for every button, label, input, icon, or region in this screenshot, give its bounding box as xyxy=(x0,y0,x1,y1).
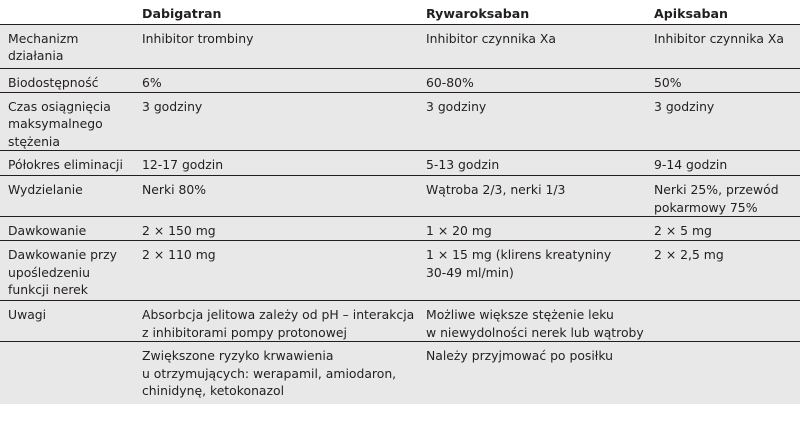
cell-text-line: Uwagi xyxy=(8,307,47,322)
cell-text-line: 5-13 godzin xyxy=(426,157,500,172)
cell-text-line: upośledzeniu xyxy=(8,264,90,280)
cell-text-line: maksymalnego xyxy=(8,116,103,131)
table-row-uwagi-2 xyxy=(0,342,800,404)
cell-wydzielanie-label xyxy=(0,176,138,217)
cell-text-line: Wydzielanie xyxy=(8,182,83,197)
table-row-dawkowanie xyxy=(0,217,800,241)
cell-text-line: Nerki 80% xyxy=(142,182,207,197)
cell-text-line: 2 × 150 mg xyxy=(142,223,216,238)
cell-text-line: działania xyxy=(8,48,64,63)
cell-biodostepnosc-label xyxy=(0,68,138,92)
cell-text-line: Inhibitor czynnika Xa xyxy=(426,30,556,46)
cell-uwagi-1-apiksaban xyxy=(650,301,800,342)
cell-dawkowanie-apiksaban xyxy=(650,217,800,241)
cell-text-line: Czas osiągnięcia xyxy=(8,98,111,114)
cell-text-line: Inhibitor trombiny xyxy=(142,30,254,46)
cell-text-line: u otrzymujących: werapamil, amiodaron, xyxy=(142,365,397,381)
cell-text-line: z inhibitorami pompy protonowej xyxy=(142,324,347,340)
cell-text-line: 12-17 godzin xyxy=(142,157,224,172)
cell-wydzielanie-rywaroksaban xyxy=(422,176,650,217)
cell-text-line: Nerki 25%, przewód xyxy=(654,182,779,197)
cell-biodostepnosc-dabigatran xyxy=(138,68,422,92)
cell-czas-dabigatran xyxy=(138,92,422,151)
cell-text-line: 2 × 110 mg xyxy=(142,247,216,262)
cell-text-line: chinidynę, ketokonazol xyxy=(142,383,285,398)
cell-dawkowanie-nerki-label xyxy=(0,241,138,301)
cell-text-line: 3 godziny xyxy=(426,98,487,114)
cell-mechanizm-dabigatran xyxy=(138,24,422,68)
cell-dawkowanie-nerki-rywaroksaban xyxy=(422,241,650,301)
cell-biodostepnosc-rywaroksaban xyxy=(422,68,650,92)
cell-wydzielanie-dabigatran xyxy=(138,176,422,217)
cell-dawkowanie-rywaroksaban xyxy=(422,217,650,241)
cell-text-line: 60-80% xyxy=(426,74,474,90)
cell-text-line: 2 × 5 mg xyxy=(654,223,712,238)
cell-text-line: Zwiększone ryzyko krwawienia xyxy=(142,348,334,363)
cell-text-line: 1 × 20 mg xyxy=(426,223,492,238)
cell-text-line: 30-49 ml/min) xyxy=(426,264,514,280)
cell-text-line: Możliwe większe stężenie leku xyxy=(426,307,614,322)
header-row xyxy=(0,0,800,24)
cell-mechanizm-label xyxy=(0,24,138,68)
cell-uwagi-1-dabigatran xyxy=(138,301,422,342)
table-row-czas xyxy=(0,92,800,151)
cell-text-line: Mechanizm xyxy=(8,30,79,46)
cell-dawkowanie-label xyxy=(0,217,138,241)
cell-text-line: 50% xyxy=(654,74,682,90)
cell-uwagi-1-rywaroksaban xyxy=(422,301,650,342)
cell-text-line: w niewydolności nerek lub wątroby xyxy=(426,324,644,340)
cell-mechanizm-apiksaban xyxy=(650,24,800,68)
table-row-polokres xyxy=(0,151,800,176)
cell-text-line: 3 godziny xyxy=(142,98,203,114)
cell-text-line: Dawkowanie xyxy=(8,223,87,238)
cell-text-line: Należy przyjmować po posiłku xyxy=(426,348,613,363)
cell-text-line: 3 godziny xyxy=(654,98,715,114)
cell-uwagi-1-label xyxy=(0,301,138,342)
table-row-mechanizm xyxy=(0,24,800,68)
cell-czas-label xyxy=(0,92,138,151)
table-row-biodostepnosc xyxy=(0,68,800,92)
header-cell-apiksaban: Apiksaban xyxy=(650,0,800,24)
cell-czas-apiksaban xyxy=(650,92,800,151)
cell-polokres-apiksaban xyxy=(650,151,800,176)
cell-text-line: Biodostępność xyxy=(8,74,99,90)
cell-uwagi-2-rywaroksaban xyxy=(422,342,650,404)
table-row-dawkowanie-nerki xyxy=(0,241,800,301)
cell-polokres-rywaroksaban xyxy=(422,151,650,176)
cell-text-line: Dawkowanie przy xyxy=(8,247,117,262)
cell-text-line: 1 × 15 mg (klirens kreatyniny xyxy=(426,247,612,262)
table-body xyxy=(0,24,800,404)
cell-uwagi-2-label xyxy=(0,342,138,404)
header-cell-empty xyxy=(0,0,138,24)
cell-text-line: Półokres eliminacji xyxy=(8,157,123,172)
cell-uwagi-2-apiksaban xyxy=(650,342,800,404)
cell-czas-rywaroksaban xyxy=(422,92,650,151)
cell-polokres-label xyxy=(0,151,138,176)
cell-biodostepnosc-apiksaban xyxy=(650,68,800,92)
header-cell-rywaroksaban: Rywaroksaban xyxy=(422,0,650,24)
cell-wydzielanie-apiksaban xyxy=(650,176,800,217)
cell-text-line: 2 × 2,5 mg xyxy=(654,247,724,262)
cell-polokres-dabigatran xyxy=(138,151,422,176)
table-row-wydzielanie xyxy=(0,176,800,217)
cell-uwagi-2-dabigatran xyxy=(138,342,422,404)
cell-text-line: Inhibitor czynnika Xa xyxy=(654,30,784,46)
cell-dawkowanie-nerki-dabigatran xyxy=(138,241,422,301)
cell-dawkowanie-nerki-apiksaban xyxy=(650,241,800,301)
cell-mechanizm-rywaroksaban xyxy=(422,24,650,68)
cell-text-line: 6% xyxy=(142,74,162,90)
table-row-uwagi-1 xyxy=(0,301,800,342)
cell-dawkowanie-dabigatran xyxy=(138,217,422,241)
header-cell-dabigatran: Dabigatran xyxy=(138,0,422,24)
cell-text-line: funkcji nerek xyxy=(8,282,88,297)
cell-text-line: 9-14 godzin xyxy=(654,157,728,172)
cell-text-line: Absorbcja jelitowa zależy od pH – interakcja xyxy=(142,307,415,322)
cell-text-line: stężenia xyxy=(8,133,60,149)
cell-text-line: Wątroba 2/3, nerki 1/3 xyxy=(426,182,566,197)
cell-text-line: pokarmowy 75% xyxy=(654,199,758,215)
